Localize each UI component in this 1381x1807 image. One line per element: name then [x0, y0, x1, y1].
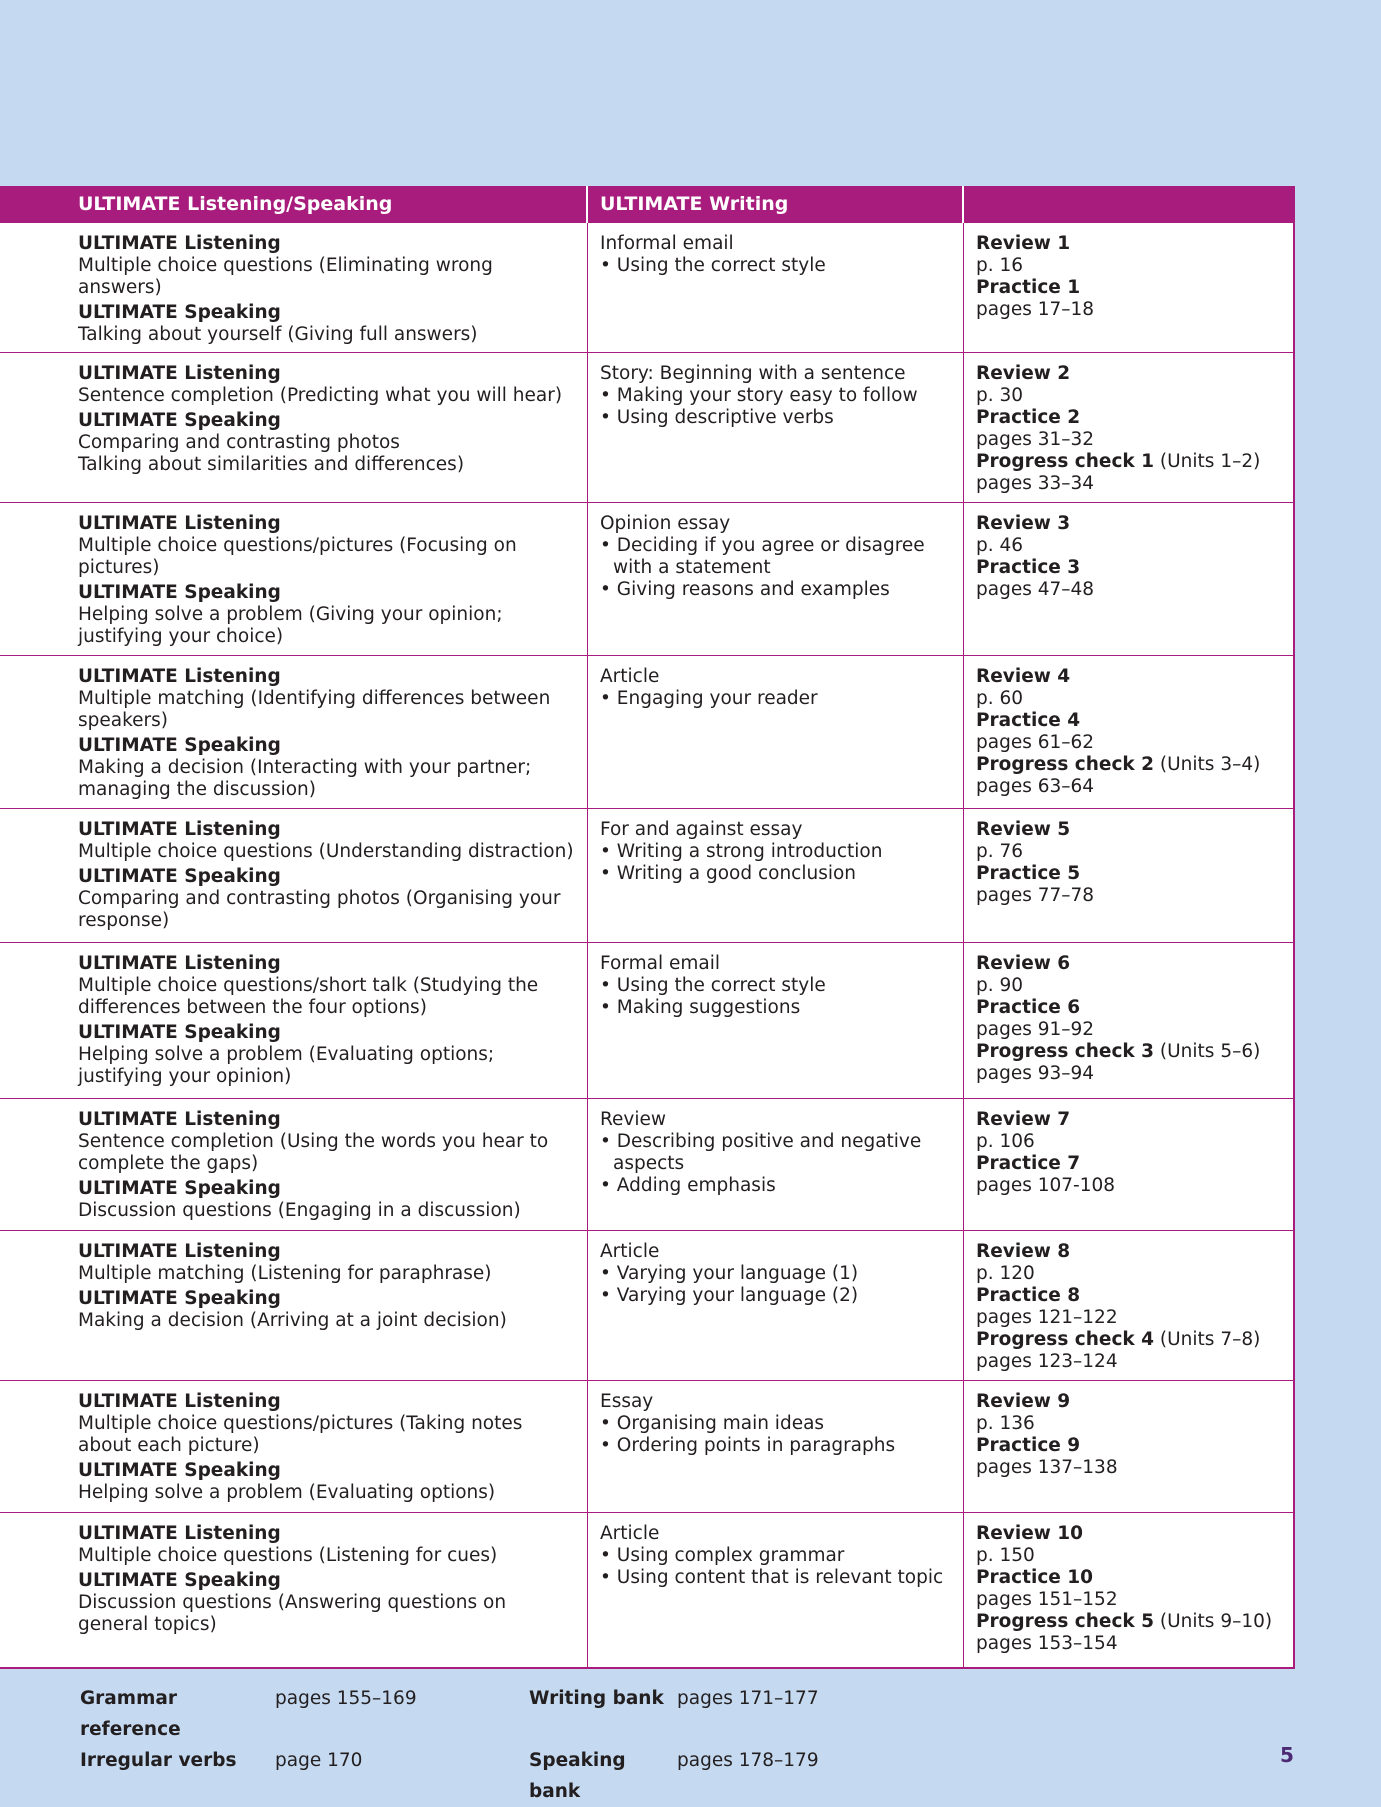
listening-speaking-cell	[0, 1231, 588, 1380]
progress-check-units: (Units 9–10)	[1154, 1611, 1273, 1632]
review-title: Review 2	[976, 363, 1071, 384]
progress-check-pages: pages 63–64	[976, 776, 1095, 797]
speaking-bank-pages: pages 178–179	[677, 1750, 819, 1771]
review-cell	[964, 503, 1291, 655]
progress-check-line	[976, 754, 1291, 776]
progress-check-title: Progress check 5	[976, 1611, 1155, 1632]
header-review	[964, 186, 1291, 223]
listening-text: Multiple choice questions/short talk (Studying the differences between the four options)	[78, 975, 539, 1018]
grammar-reference-pages: pages 155–169	[275, 1688, 417, 1709]
table-body	[0, 223, 1293, 1667]
writing-cell	[588, 353, 964, 502]
practice-pages: pages 47–48	[976, 579, 1095, 600]
listening-text: Multiple choice questions (Understanding distraction)	[78, 841, 574, 862]
speaking-title: ULTIMATE Speaking	[78, 1022, 281, 1043]
review-cell	[964, 1099, 1291, 1230]
practice-pages: pages 151–152	[976, 1589, 1118, 1610]
practice-pages: pages 121–122	[976, 1307, 1118, 1328]
practice-pages: pages 31–32	[976, 429, 1095, 450]
review-cell	[964, 809, 1291, 942]
footer-references	[80, 1683, 819, 1807]
contents-table	[0, 186, 1295, 1669]
practice-title: Practice 4	[976, 710, 1081, 731]
writing-title: Article	[600, 1241, 660, 1262]
listening-speaking-cell	[0, 809, 588, 942]
writing-bullet: • Writing a good conclusion	[600, 863, 857, 884]
listening-text: Multiple matching (Listening for paraphrase)	[78, 1263, 492, 1284]
listening-speaking-cell	[0, 1099, 588, 1230]
table-row	[0, 942, 1293, 1098]
writing-bullet: • Making your story easy to follow	[600, 385, 918, 406]
writing-cell	[588, 809, 964, 942]
practice-title: Practice 3	[976, 557, 1081, 578]
writing-title: Opinion essay	[600, 513, 731, 534]
speaking-text: Comparing and contrasting photos	[78, 432, 400, 453]
speaking-text: Discussion questions (Answering questions on general topics)	[78, 1592, 507, 1635]
review-cell	[964, 1381, 1291, 1512]
review-page: p. 90	[976, 975, 1024, 996]
practice-pages: pages 17–18	[976, 299, 1095, 320]
review-page: p. 136	[976, 1413, 1035, 1434]
practice-pages: pages 61–62	[976, 732, 1095, 753]
writing-cell	[588, 1099, 964, 1230]
table-row	[0, 1098, 1293, 1230]
progress-check-units: (Units 1–2)	[1154, 451, 1261, 472]
writing-bullet: • Describing positive and negative aspects	[600, 1131, 922, 1174]
practice-title: Practice 5	[976, 863, 1081, 884]
practice-title: Practice 6	[976, 997, 1081, 1018]
listening-title: ULTIMATE Listening	[78, 233, 281, 254]
listening-title: ULTIMATE Listening	[78, 819, 281, 840]
listening-title: ULTIMATE Listening	[78, 1109, 281, 1130]
writing-title: Article	[600, 666, 660, 687]
writing-bank-label: Writing bank	[529, 1688, 664, 1709]
speaking-title: ULTIMATE Speaking	[78, 1288, 281, 1309]
review-cell	[964, 1513, 1291, 1667]
review-title: Review 5	[976, 819, 1071, 840]
review-cell	[964, 1231, 1291, 1380]
progress-check-line	[976, 1041, 1291, 1063]
writing-cell	[588, 1381, 964, 1512]
review-page: p. 46	[976, 535, 1024, 556]
writing-bullet: • Varying your language (2)	[600, 1285, 859, 1306]
listening-title: ULTIMATE Listening	[78, 513, 281, 534]
writing-bullet: • Deciding if you agree or disagree with a statement	[600, 535, 925, 578]
progress-check-line	[976, 1611, 1291, 1633]
speaking-text: Talking about similarities and differences)	[78, 454, 465, 475]
review-title: Review 1	[976, 233, 1071, 254]
writing-cell	[588, 1231, 964, 1380]
review-title: Review 8	[976, 1241, 1071, 1262]
review-cell	[964, 353, 1291, 502]
writing-bullet: • Writing a strong introduction	[600, 841, 883, 862]
speaking-text: Making a decision (Arriving at a joint decision)	[78, 1310, 507, 1331]
writing-title: Story: Beginning with a sentence	[600, 363, 906, 384]
speaking-title: ULTIMATE Speaking	[78, 1460, 281, 1481]
table-header	[0, 186, 1293, 223]
listening-text: Multiple matching (Identifying differences between speakers)	[78, 688, 551, 731]
writing-cell	[588, 1513, 964, 1667]
review-title: Review 3	[976, 513, 1071, 534]
review-title: Review 6	[976, 953, 1071, 974]
speaking-title: ULTIMATE Speaking	[78, 866, 281, 887]
writing-title: Essay	[600, 1391, 654, 1412]
listening-text: Sentence completion (Predicting what you will hear)	[78, 385, 563, 406]
listening-speaking-cell	[0, 1381, 588, 1512]
listening-title: ULTIMATE Listening	[78, 1391, 281, 1412]
progress-check-units: (Units 5–6)	[1154, 1041, 1261, 1062]
writing-cell	[588, 503, 964, 655]
progress-check-pages: pages 153–154	[976, 1633, 1118, 1654]
listening-title: ULTIMATE Listening	[78, 1523, 281, 1544]
writing-bullet: • Adding emphasis	[600, 1175, 776, 1196]
progress-check-title: Progress check 3	[976, 1041, 1155, 1062]
progress-check-line	[976, 451, 1291, 473]
progress-check-units: (Units 3–4)	[1154, 754, 1261, 775]
progress-check-line	[976, 1329, 1291, 1351]
writing-bullet: • Engaging your reader	[600, 688, 818, 709]
writing-bullet: • Using complex grammar	[600, 1545, 845, 1566]
writing-title: For and against essay	[600, 819, 803, 840]
speaking-bank-label: Speaking bank	[529, 1750, 626, 1802]
progress-check-title: Progress check 4	[976, 1329, 1155, 1350]
writing-cell	[588, 223, 964, 352]
speaking-text: Making a decision (Interacting with your partner; managing the discussion)	[78, 757, 532, 800]
speaking-title: ULTIMATE Speaking	[78, 1570, 281, 1591]
practice-title: Practice 7	[976, 1153, 1081, 1174]
table-row	[0, 1512, 1293, 1667]
speaking-title: ULTIMATE Speaking	[78, 582, 281, 603]
header-writing: ULTIMATE Writing	[588, 186, 964, 223]
review-title: Review 10	[976, 1523, 1084, 1544]
table-row	[0, 502, 1293, 655]
writing-bullet: • Using the correct style	[600, 975, 826, 996]
writing-bullet: • Using content that is relevant topic	[600, 1567, 944, 1588]
speaking-title: ULTIMATE Speaking	[78, 735, 281, 756]
practice-pages: pages 77–78	[976, 885, 1095, 906]
review-page: p. 30	[976, 385, 1024, 406]
speaking-title: ULTIMATE Speaking	[78, 1178, 281, 1199]
writing-title: Formal email	[600, 953, 720, 974]
table-row	[0, 352, 1293, 502]
speaking-text: Helping solve a problem (Giving your opinion; justifying your choice)	[78, 604, 503, 647]
grammar-reference-label: Grammar reference	[80, 1688, 181, 1740]
listening-text: Multiple choice questions (Listening for cues)	[78, 1545, 498, 1566]
progress-check-title: Progress check 1	[976, 451, 1155, 472]
writing-bullet: • Using descriptive verbs	[600, 407, 834, 428]
listening-title: ULTIMATE Listening	[78, 1241, 281, 1262]
speaking-text: Comparing and contrasting photos (Organising your response)	[78, 888, 561, 931]
review-page: p. 16	[976, 255, 1024, 276]
review-title: Review 9	[976, 1391, 1071, 1412]
writing-bullet: • Using the correct style	[600, 255, 826, 276]
writing-bank-pages: pages 171–177	[677, 1688, 819, 1709]
writing-bullet: • Making suggestions	[600, 997, 801, 1018]
writing-bullet: • Giving reasons and examples	[600, 579, 890, 600]
progress-check-pages: pages 33–34	[976, 473, 1095, 494]
progress-check-units: (Units 7–8)	[1154, 1329, 1261, 1350]
writing-bullet: • Organising main ideas	[600, 1413, 825, 1434]
speaking-title: ULTIMATE Speaking	[78, 302, 281, 323]
practice-pages: pages 137–138	[976, 1457, 1118, 1478]
practice-title: Practice 8	[976, 1285, 1081, 1306]
header-listening-speaking: ULTIMATE Listening/Speaking	[0, 186, 588, 223]
table-row	[0, 655, 1293, 808]
practice-title: Practice 1	[976, 277, 1081, 298]
review-title: Review 7	[976, 1109, 1071, 1130]
table-row	[0, 223, 1293, 352]
listening-title: ULTIMATE Listening	[78, 953, 281, 974]
listening-speaking-cell	[0, 656, 588, 808]
writing-cell	[588, 943, 964, 1098]
listening-speaking-cell	[0, 943, 588, 1098]
irregular-verbs-label: Irregular verbs	[80, 1750, 237, 1771]
speaking-text: Talking about yourself (Giving full answers)	[78, 324, 478, 345]
listening-text: Multiple choice questions/pictures (Taking notes about each picture)	[78, 1413, 523, 1456]
progress-check-pages: pages 123–124	[976, 1351, 1118, 1372]
listening-text: Sentence completion (Using the words you hear to complete the gaps)	[78, 1131, 549, 1174]
writing-title: Review	[600, 1109, 667, 1130]
page-number: 5	[1280, 1743, 1294, 1767]
listening-text: Multiple choice questions/pictures (Focusing on pictures)	[78, 535, 517, 578]
speaking-text: Discussion questions (Engaging in a discussion)	[78, 1200, 521, 1221]
review-page: p. 150	[976, 1545, 1035, 1566]
writing-cell	[588, 656, 964, 808]
listening-speaking-cell	[0, 503, 588, 655]
practice-pages: pages 91–92	[976, 1019, 1095, 1040]
speaking-text: Helping solve a problem (Evaluating options)	[78, 1482, 496, 1503]
writing-bullet: • Ordering points in paragraphs	[600, 1435, 896, 1456]
practice-pages: pages 107-108	[976, 1175, 1116, 1196]
review-title: Review 4	[976, 666, 1071, 687]
listening-speaking-cell	[0, 1513, 588, 1667]
table-row	[0, 1230, 1293, 1380]
listening-speaking-cell	[0, 223, 588, 352]
progress-check-pages: pages 93–94	[976, 1063, 1095, 1084]
irregular-verbs-pages: page 170	[275, 1750, 363, 1771]
listening-title: ULTIMATE Listening	[78, 363, 281, 384]
table-row	[0, 808, 1293, 942]
listening-speaking-cell	[0, 353, 588, 502]
review-cell	[964, 223, 1291, 352]
writing-bullet: • Varying your language (1)	[600, 1263, 859, 1284]
practice-title: Practice 10	[976, 1567, 1094, 1588]
review-page: p. 106	[976, 1131, 1035, 1152]
progress-check-title: Progress check 2	[976, 754, 1155, 775]
listening-text: Multiple choice questions (Eliminating wrong answers)	[78, 255, 493, 298]
writing-title: Informal email	[600, 233, 734, 254]
speaking-text: Helping solve a problem (Evaluating options; justifying your opinion)	[78, 1044, 495, 1087]
table-row	[0, 1380, 1293, 1512]
practice-title: Practice 9	[976, 1435, 1081, 1456]
writing-title: Article	[600, 1523, 660, 1544]
speaking-title: ULTIMATE Speaking	[78, 410, 281, 431]
review-page: p. 60	[976, 688, 1024, 709]
listening-title: ULTIMATE Listening	[78, 666, 281, 687]
practice-title: Practice 2	[976, 407, 1081, 428]
review-page: p. 76	[976, 841, 1024, 862]
review-cell	[964, 656, 1291, 808]
review-page: p. 120	[976, 1263, 1035, 1284]
review-cell	[964, 943, 1291, 1098]
